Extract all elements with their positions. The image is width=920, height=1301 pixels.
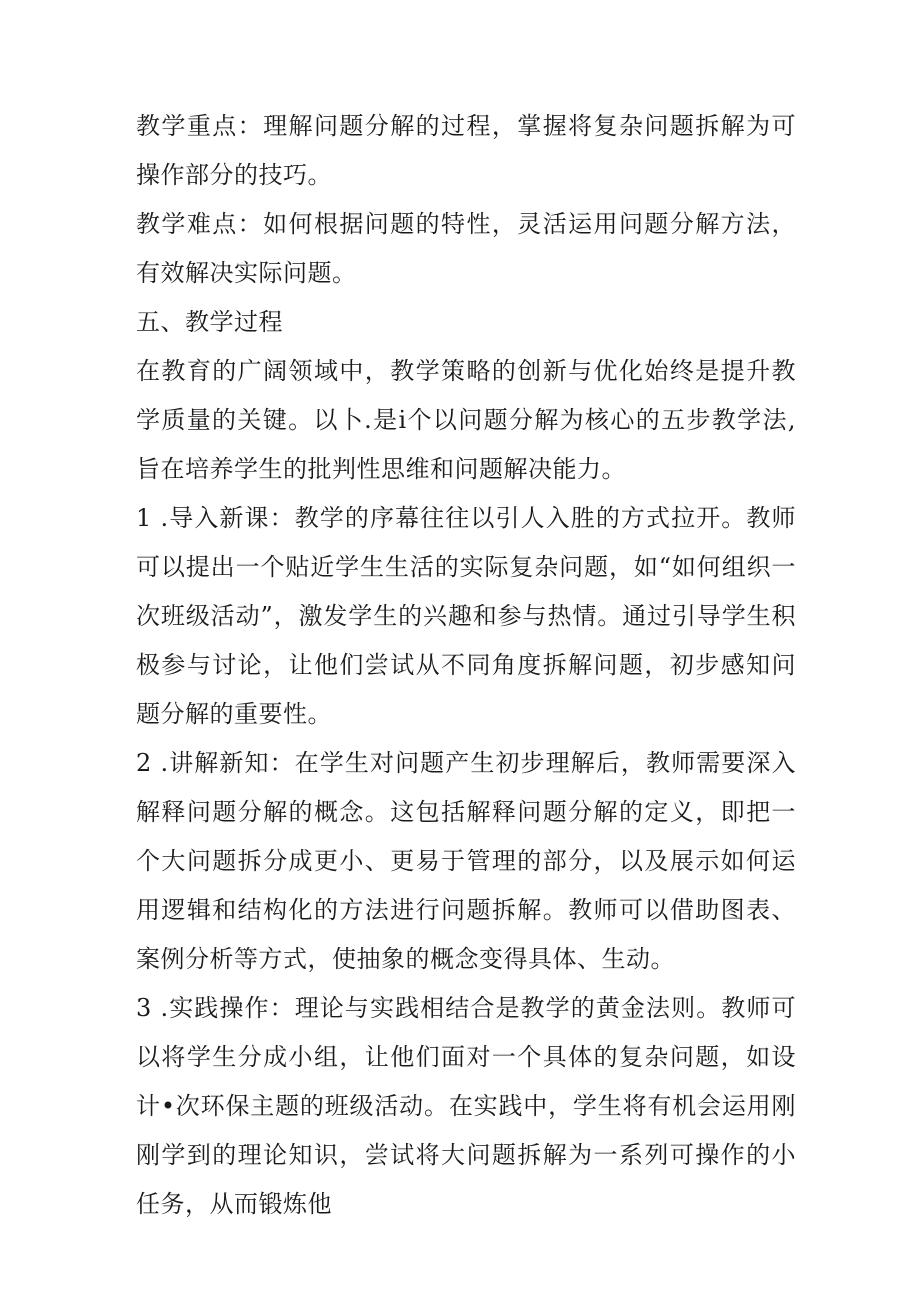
step-3-paragraph: 3 .实践操作：理论与实践相结合是教学的黄金法则。教师可以将学生分成小组，让他们面对一个具体的复杂问题，如设计•次环保主题的班级活动。在实践中，学生将有机会运用刚刚学到的理论知识，尝试将大问题拆解为一系列可操作的小任务，从而锻炼他 — [136, 994, 796, 1218]
section-heading: 五、教学过程 — [136, 308, 283, 336]
intro-paragraph: 在教育的广阔领域中，教学策略的创新与优化始终是提升教学质量的关键。以卜.是i个以问题分解为核心的五步教学法,旨在培养学生的批判性思维和问题解决能力。 — [136, 357, 796, 483]
key-point-paragraph: 教学重点：理解问题分解的过程，掌握将复杂问题拆解为可操作部分的技巧。 — [136, 112, 796, 189]
difficult-point-paragraph: 教学难点：如何根据问题的特性，灵活运用问题分解方法，有效解决实际问题。 — [136, 210, 796, 287]
step-1-paragraph: 1 .导入新课：教学的序幕往往以引人入胜的方式拉开。教师可以提出一个贴近学生生活的实际复杂问题，如“如何组织一次班级活动”，激发学生的兴趣和参与热情。通过引导学生积极参与讨论，让他们尝试从不同角度拆解问题，初步感知问题分解的重要性。 — [136, 504, 796, 728]
document-body — [136, 102, 796, 1229]
step-2-paragraph: 2 .讲解新知：在学生对问题产生初步理解后，教师需要深入解释问题分解的概念。这包括解释问题分解的定义，即把一个大问题拆分成更小、更易于管理的部分，以及展示如何运用逻辑和结构化的方法进行问题拆解。教师可以借助图表、案例分析等方式，使抽象的概念变得具体、生动。 — [136, 749, 796, 973]
